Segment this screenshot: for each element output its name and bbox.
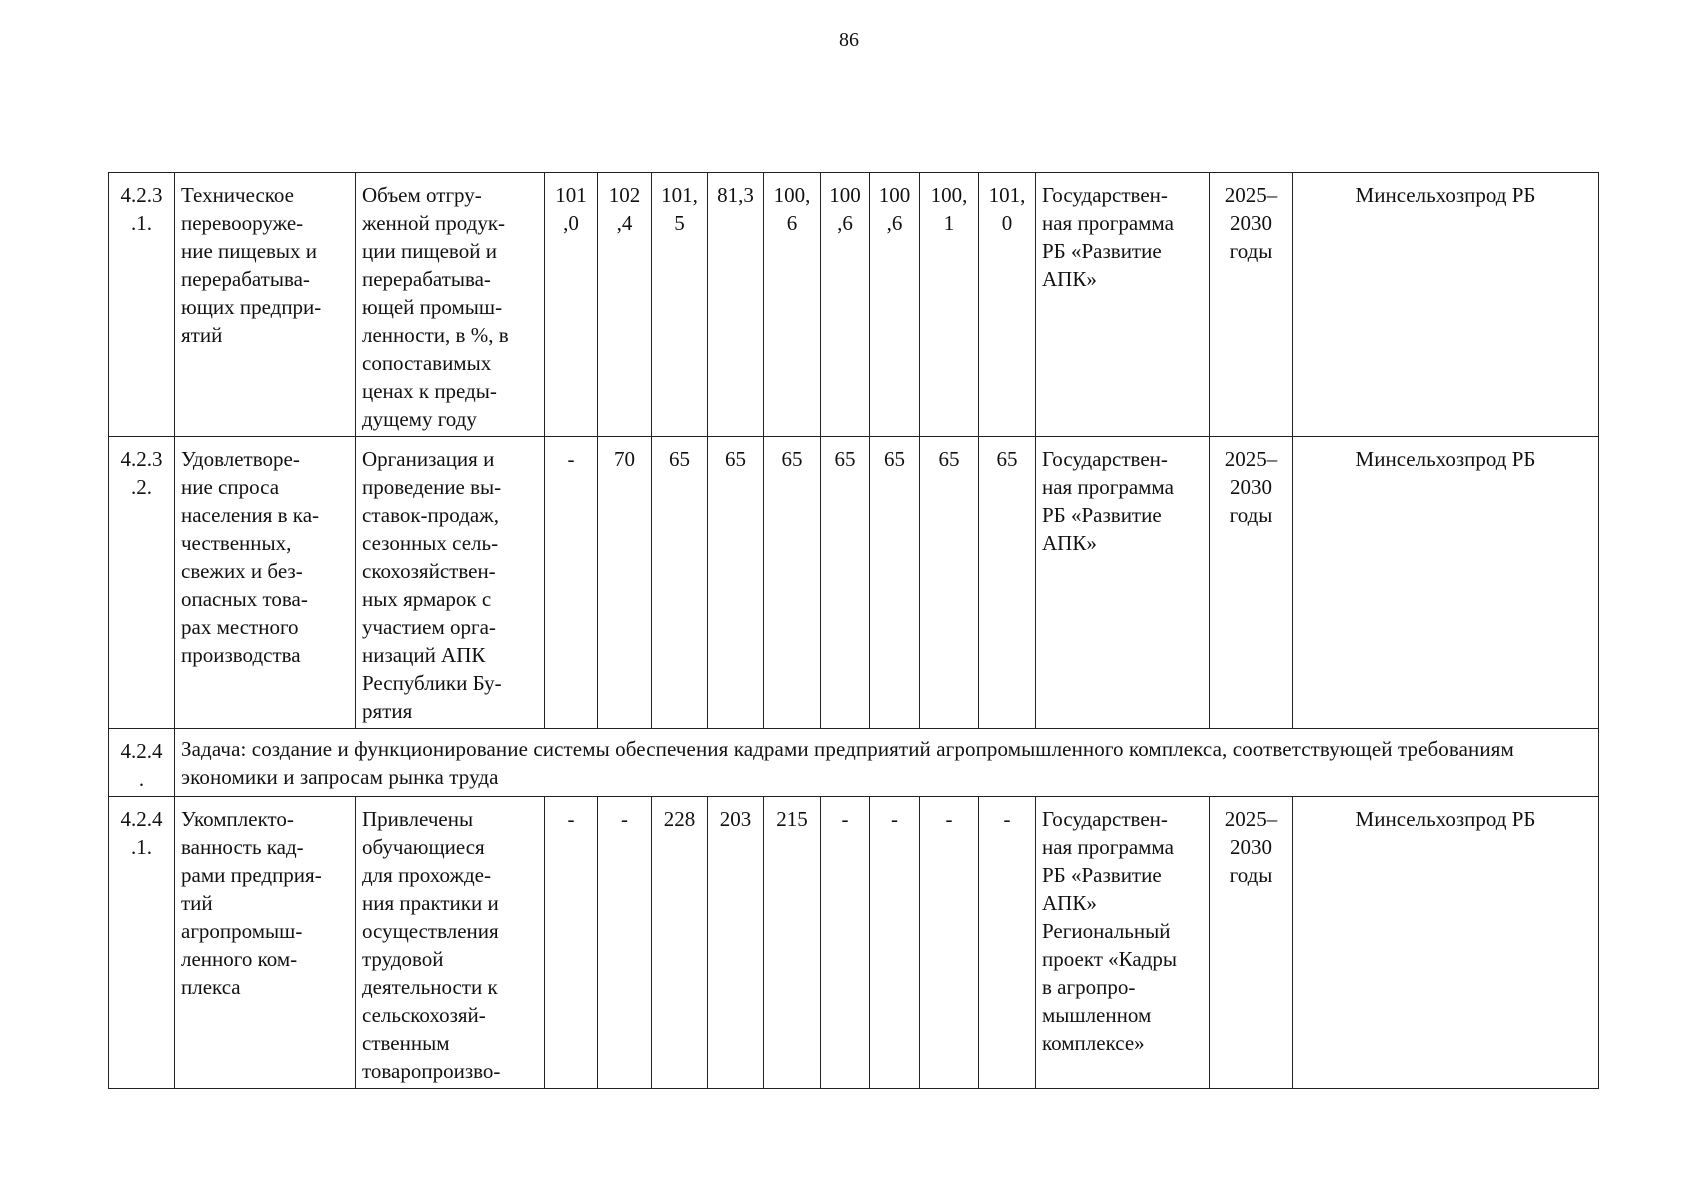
value-cell: 65 (764, 437, 821, 729)
task-text: Задача: создание и функционирование системы обеспечения кадрами предприятий агропромышленного комплекса, соответствующей требованиям экономики и запросам рынка труда (175, 729, 1599, 797)
table-row (109, 173, 1599, 437)
value-cell: - (821, 797, 870, 1089)
value-cell: 102 ,4 (598, 173, 652, 437)
value-cell: 65 (870, 437, 920, 729)
value-cell: 228 (652, 797, 708, 1089)
value-cell: 100 ,6 (870, 173, 920, 437)
value-cell: 101, 5 (652, 173, 708, 437)
value-cell: - (870, 797, 920, 1089)
period-text: 2025– 2030 годы (1210, 797, 1293, 1089)
value-cell: - (920, 797, 979, 1089)
measure-name: Удовлетворе- ние спроса населения в ка- чественных, свежих и без- опасных това- рах местного производства (175, 437, 356, 729)
indicator-text: Организация и проведение вы- ставок-продаж, сезонных сель- скохозяйствен- ных ярмарок с участием орга- низаций АПК Республики Бу- рятия (356, 437, 545, 729)
value-cell: 100 ,6 (821, 173, 870, 437)
program-text: Государствен- ная программа РБ «Развитие АПК» (1036, 437, 1210, 729)
program-text: Государствен- ная программа РБ «Развитие АПК» Региональный проект «Кадры в агропро- мышленном комплексе» (1036, 797, 1210, 1089)
period-text: 2025– 2030 годы (1210, 173, 1293, 437)
value-cell: - (545, 437, 598, 729)
measure-name: Техническое перевооруже- ние пищевых и перерабатыва- ющих предпри- ятий (175, 173, 356, 437)
executor-text: Минсельхозпрод РБ (1293, 797, 1599, 1089)
value-cell: 65 (821, 437, 870, 729)
value-cell: - (979, 797, 1036, 1089)
value-cell: 100, 6 (764, 173, 821, 437)
table-row (109, 437, 1599, 729)
value-cell: 65 (652, 437, 708, 729)
row-number: 4.2.3 .2. (109, 437, 175, 729)
value-cell: 81,3 (708, 173, 764, 437)
indicator-text: Привлечены обучающиеся для прохожде- ния практики и осуществления трудовой деятельности к сельскохозяй- ственным товаропроизво- (356, 797, 545, 1089)
value-cell: - (545, 797, 598, 1089)
program-text: Государствен- ная программа РБ «Развитие АПК» (1036, 173, 1210, 437)
row-number: 4.2.4 . (109, 729, 175, 797)
value-cell: 203 (708, 797, 764, 1089)
page-number: 86 (839, 29, 859, 51)
value-cell: 65 (920, 437, 979, 729)
period-text: 2025– 2030 годы (1210, 437, 1293, 729)
value-cell: 101, 0 (979, 173, 1036, 437)
value-cell: - (598, 797, 652, 1089)
executor-text: Минсельхозпрод РБ (1293, 437, 1599, 729)
executor-text: Минсельхозпрод РБ (1293, 173, 1599, 437)
indicator-text: Объем отгру- женной продук- ции пищевой и перерабатыва- ющей промыш- ленности, в %, в сопоставимых ценах к преды- дущему году (356, 173, 545, 437)
measures-table (108, 172, 1599, 1089)
row-number: 4.2.3 .1. (109, 173, 175, 437)
measure-name: Укомплекто- ванность кад- рами предприя- тий агропромыш- ленного ком- плекса (175, 797, 356, 1089)
value-cell: 65 (979, 437, 1036, 729)
task-row (109, 729, 1599, 797)
row-number: 4.2.4 .1. (109, 797, 175, 1089)
value-cell: 101 ,0 (545, 173, 598, 437)
value-cell: 100, 1 (920, 173, 979, 437)
value-cell: 215 (764, 797, 821, 1089)
value-cell: 65 (708, 437, 764, 729)
table-row (109, 797, 1599, 1089)
value-cell: 70 (598, 437, 652, 729)
